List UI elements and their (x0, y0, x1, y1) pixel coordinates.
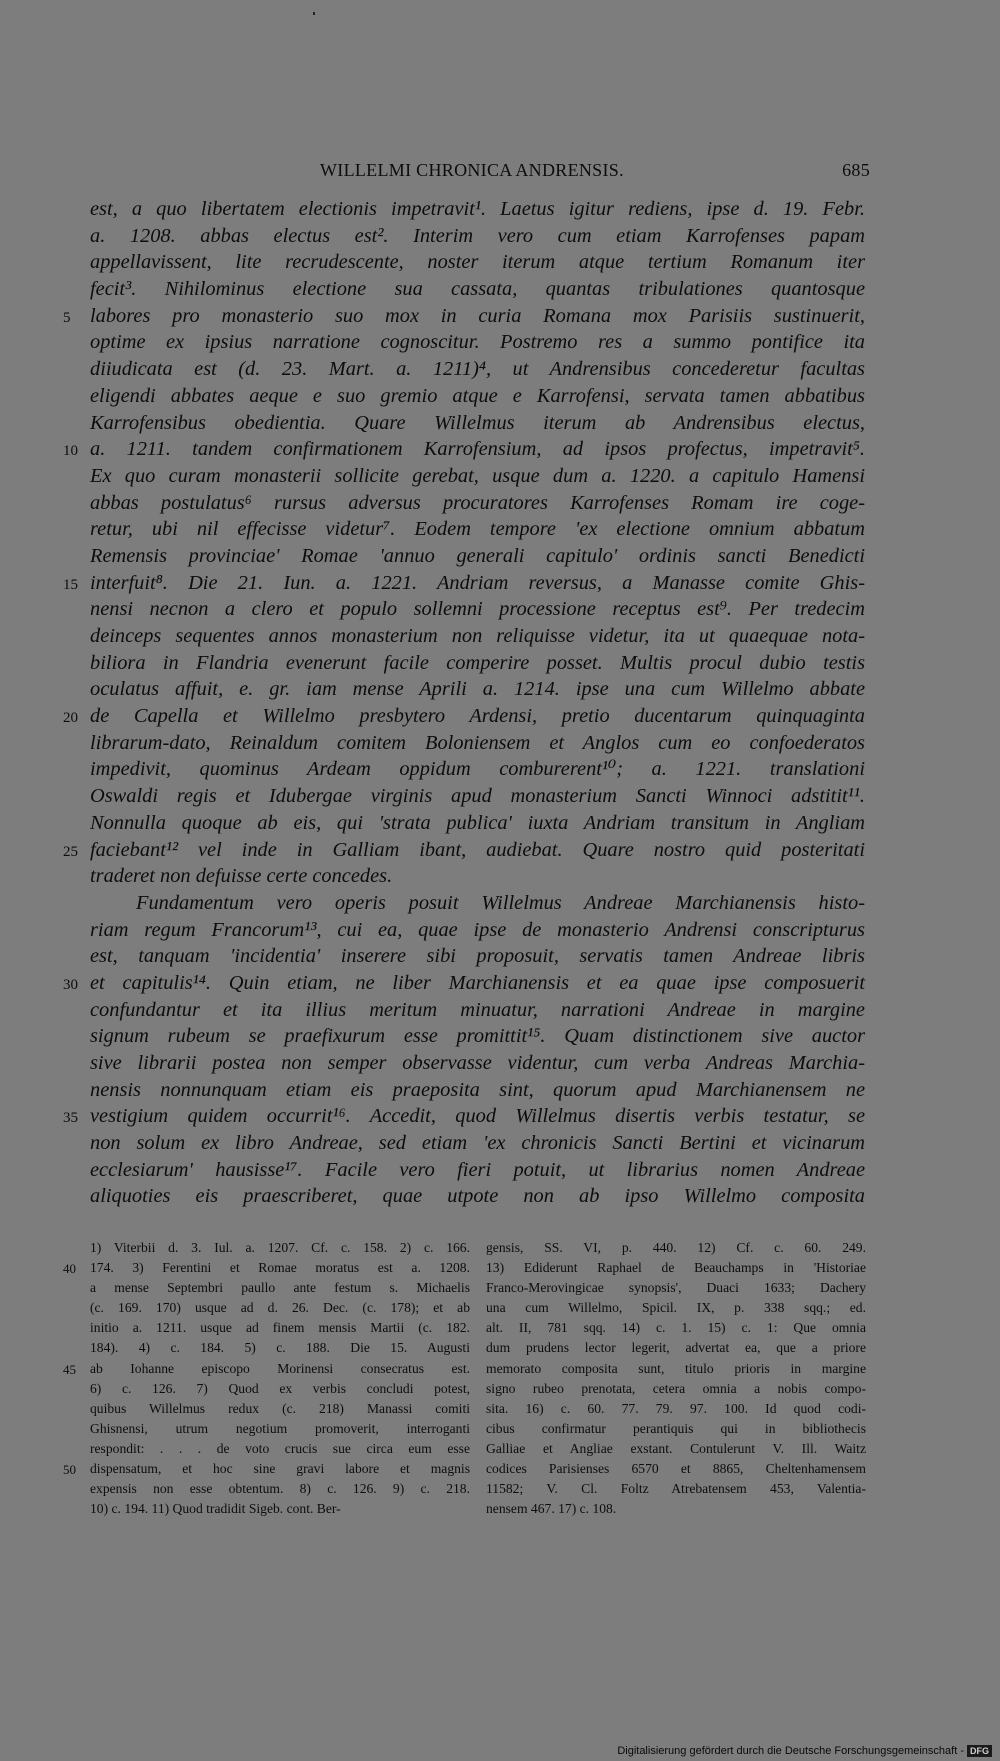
line-text: 6) c. 126. 7) Quod ex verbis concludi potest, (90, 1380, 470, 1396)
line-text: fecit³. Nihilominus electione sua cassata, quantas tribulationes quantosque (90, 278, 865, 301)
line-text: eligendi abbates aeque e suo gremio atque e Karrofensi, servata tamen abbatibus (90, 384, 865, 407)
line-text: Franco-Merovingicae synopsis', Duaci 1633; Dachery (486, 1280, 866, 1296)
text-line (90, 1023, 865, 1050)
line-text: 10) c. 194. 11) Quod tradidit Sigeb. cont. Ber- (90, 1501, 341, 1517)
digitization-credit (617, 1745, 992, 1757)
footnote-line (486, 1258, 866, 1278)
line-text: traderet non defuisse certe concedes. (90, 865, 393, 888)
line-text: nensem 467. 17) c. 108. (486, 1501, 617, 1517)
line-text: sita. 16) c. 60. 77. 79. 97. 100. Id quod codi- (486, 1400, 866, 1416)
footnote-line (90, 1278, 470, 1298)
line-text: a. 1208. abbas electus est². Interim vero cum etiam Karrofenses papam (90, 224, 865, 247)
footnote-line (90, 1399, 470, 1419)
line-text: 11582; V. Cl. Foltz Atrebatensem 453, Valentia- (486, 1481, 866, 1497)
text-line (63, 837, 865, 864)
line-text: labores pro monasterio suo mox in curia Romana mox Parisiis sustinuerit, (90, 304, 865, 327)
text-line (90, 410, 865, 437)
footnote-line (63, 1459, 470, 1479)
line-text: signo rubeo prenotata, cetera omnia a nobis compo- (486, 1380, 866, 1396)
line-number: 45 (63, 1361, 76, 1377)
footnotes-left-column (63, 1238, 470, 1519)
text-line (90, 490, 865, 517)
line-text: non solum ex libro Andreae, sed etiam 'ex chronicis Sancti Bertini et vicinarum (90, 1132, 865, 1155)
text-line (90, 1050, 865, 1077)
line-number: 20 (63, 710, 78, 727)
footnote-line (90, 1499, 470, 1519)
line-text: una cum Willelmo, Spicil. IX, p. 338 sqq.; ed. (486, 1300, 866, 1316)
line-text: retur, ubi nil effecisse videtur⁷. Eodem tempore 'ex electione omnium abbatum (90, 518, 865, 541)
line-text: librarum-dato, Reinaldum comitem Boloniensem et Anglos cum eo confoederatos (90, 731, 865, 754)
line-text: optime ex ipsius narratione cognoscitur. Postremo res a summo pontifice ita (90, 331, 865, 354)
line-text: interfuit⁸. Die 21. Iun. a. 1221. Andriam reversus, a Manasse comite Ghis- (90, 571, 865, 594)
line-text: Galliae et Angliae exstant. Contulerunt V. Ill. Waitz (486, 1440, 866, 1456)
text-line (90, 1157, 865, 1184)
footnote-line (486, 1278, 866, 1298)
footnote-line (90, 1338, 470, 1358)
text-line (90, 623, 865, 650)
line-text: riam regum Francorum¹³, cui ea, quae ipse de monasterio Andrensi conscripturus (90, 918, 865, 941)
line-number: 5 (63, 309, 71, 326)
line-text: cibus confirmatur perantiquis qui in bibliothecis (486, 1420, 866, 1436)
line-text: nensi necnon a clero et populo sollemni processione receptus est⁹. Per tredecim (90, 598, 865, 621)
text-line (90, 596, 865, 623)
running-title: WILLELMI CHRONICA ANDRENSIS. (320, 160, 624, 180)
footnote-line (90, 1238, 470, 1258)
line-text: a mense Septembri paullo ante festum s. Michaelis (90, 1280, 470, 1296)
line-text: Ex quo curam monasterii sollicite gerebat, usque dum a. 1220. a capitulo Hamensi (90, 464, 865, 487)
text-line (90, 463, 865, 490)
text-line (90, 383, 865, 410)
line-text: de Capella et Willelmo presbytero Ardensi, pretio ducentarum quinquaginta (90, 705, 865, 728)
line-number: 15 (63, 576, 78, 593)
text-line (90, 783, 865, 810)
line-text: impedivit, quominus Ardeam oppidum comburerent¹⁰; a. 1221. translationi (90, 758, 865, 781)
main-text (63, 196, 865, 1210)
text-line (90, 810, 865, 837)
text-line (90, 650, 865, 677)
text-line (90, 1077, 865, 1104)
footnote-line (90, 1379, 470, 1399)
line-number: 40 (63, 1261, 76, 1277)
text-line (63, 436, 865, 463)
footnote-line (90, 1318, 470, 1338)
line-text: initio a. 1211. usque ad finem mensis Martii (c. 182. (90, 1320, 470, 1336)
text-line (90, 863, 865, 890)
line-text: (c. 169. 170) usque ad d. 26. Dec. (c. 178); et ab (90, 1300, 470, 1316)
text-line (63, 1103, 865, 1130)
footnote-line (63, 1359, 470, 1379)
line-text: 184). 4) c. 184. 5) c. 188. Die 15. Augusti (90, 1340, 470, 1356)
text-line (90, 356, 865, 383)
text-line (90, 249, 865, 276)
running-header (90, 160, 870, 186)
footnote-line (90, 1419, 470, 1439)
text-line (90, 516, 865, 543)
line-text: sive librarii postea non semper observasse videntur, cum verba Andreas Marchia- (90, 1052, 865, 1074)
text-line (90, 1130, 865, 1157)
line-text: alt. II, 781 sqq. 14) c. 1. 15) c. 1: Que omnia (486, 1320, 866, 1336)
text-line (90, 730, 865, 757)
footnote-line (486, 1238, 866, 1258)
text-line (63, 303, 865, 330)
text-line (90, 1183, 865, 1210)
line-text: a. 1211. tandem confirmationem Karrofensium, ad ipsos profectus, impetravit⁵. (90, 438, 865, 461)
text-line (90, 223, 865, 250)
line-number: 50 (63, 1462, 76, 1478)
line-text: memorato composita sunt, titulo prioris in margine (486, 1360, 866, 1376)
line-text: confundantur et ita illius meritum minuatur, narrationi Andreae in margine (90, 998, 865, 1021)
line-text: Karrofensibus obedientia. Quare Willelmus iterum ab Andrensibus electus, (90, 411, 865, 434)
dfg-logo: DFG (967, 1745, 992, 1757)
footnote-line (486, 1419, 866, 1439)
text-line (90, 917, 865, 944)
line-text: gensis, SS. VI, p. 440. 12) Cf. c. 60. 249. (486, 1240, 866, 1255)
credit-text: Digitalisierung gefördert durch die Deutsche Forschungsgemeinschaft - (617, 1744, 964, 1757)
text-line (90, 756, 865, 783)
line-text: deinceps sequentes annos monasterium non reliquisse videtur, ita ut quaequae nota- (90, 625, 865, 647)
line-text: aliquoties eis praescriberet, quae utpote non ab ipso Willelmo composita (90, 1185, 865, 1208)
line-number: 35 (63, 1110, 78, 1127)
footnote-line (486, 1479, 866, 1499)
text-line (90, 943, 865, 970)
line-text: biliora in Flandria evenerunt facile comperire posset. Multis procul dubio testis (90, 651, 865, 674)
footnotes-right-column (486, 1238, 866, 1519)
line-text: dum prudens lector legerit, advertat ea, que a priore (486, 1340, 866, 1356)
line-text: nensis nonnunquam etiam eis praeposita sint, quorum apud Marchianensem ne (90, 1078, 865, 1101)
text-line (90, 676, 865, 703)
footnote-line (90, 1298, 470, 1318)
line-text: 13) Ediderunt Raphael de Beauchamps in 'Historiae (486, 1260, 866, 1276)
text-line (90, 329, 865, 356)
text-line (90, 997, 865, 1024)
footnote-line (486, 1499, 866, 1519)
footnote-line (486, 1439, 866, 1459)
footnote-line (486, 1459, 866, 1479)
line-text: vestigium quidem occurrit¹⁶. Accedit, quod Willelmus disertis verbis testatur, se (90, 1105, 865, 1128)
line-number: 25 (63, 843, 78, 860)
line-text: respondit: . . . de voto crucis sue circa eum esse (90, 1440, 470, 1456)
line-text: ab Iohanne episcopo Morinensi consecratus est. (90, 1360, 470, 1376)
footnote-line (90, 1439, 470, 1459)
line-text: Fundamentum vero operis posuit Willelmus Andreae Marchianensis histo- (136, 891, 865, 914)
line-text: et capitulis¹⁴. Quin etiam, ne liber Marchianensis et ea quae ipse composuerit (90, 971, 865, 994)
footnote-line (486, 1298, 866, 1318)
text-line (90, 196, 865, 223)
line-text: Remensis provinciae' Romae 'annuo generali capitulo' ordinis sancti Benedicti (90, 544, 865, 567)
footnote-line (486, 1338, 866, 1358)
line-text: signum rubeum se praefixurum esse promittit¹⁵. Quam distinctionem sive auctor (90, 1025, 865, 1048)
footnote-line (486, 1318, 866, 1338)
line-text: est, tanquam 'incidentia' inserere sibi proposuit, servatis tamen Andreae libris (90, 945, 865, 968)
line-text: Ghisnensi, utrum negotium promoverit, interroganti (90, 1420, 470, 1436)
page-number: 685 (842, 160, 870, 180)
line-text: faciebant¹² vel inde in Galliam ibant, audiebat. Quare nostro quid posteritati (90, 838, 865, 861)
scan-speck (313, 12, 315, 15)
line-text: Nonnulla quoque ab eis, qui 'strata publica' iuxta Andriam transitum in Angliam (90, 811, 865, 834)
line-number: 10 (63, 443, 78, 460)
line-text: dispensatum, et hoc sine gravi labore et magnis (90, 1461, 470, 1477)
line-text: appellavissent, lite recrudescente, noster iterum atque tertium Romanum iter (90, 251, 865, 274)
footnote-line (90, 1479, 470, 1499)
text-line (63, 570, 865, 597)
line-text: diiudicata est (d. 23. Mart. a. 1211)⁴, ut Andrensibus concederetur facultas (90, 358, 865, 381)
line-text: est, a quo libertatem electionis impetravit¹. Laetus igitur rediens, ipse d. 19. Febr. (90, 198, 865, 220)
footnote-line (486, 1399, 866, 1419)
line-text: 1) Viterbii d. 3. Iul. a. 1207. Cf. c. 158. 2) c. 166. (90, 1240, 470, 1255)
footnote-line (486, 1359, 866, 1379)
line-text: ecclesiarum' hausisse¹⁷. Facile vero fieri potuit, ut librarius nomen Andreae (90, 1158, 865, 1181)
text-line (90, 890, 865, 917)
text-line (90, 543, 865, 570)
line-text: oculatus affuit, e. gr. iam mense Aprili a. 1214. ipse una cum Willelmo abbate (90, 678, 865, 701)
line-number: 30 (63, 976, 78, 993)
text-line (90, 276, 865, 303)
text-line (63, 970, 865, 997)
line-text: codices Parisienses 6570 et 8865, Cheltenhamensem (486, 1461, 866, 1477)
footnote-line (63, 1258, 470, 1278)
text-line (63, 703, 865, 730)
line-text: expensis non esse obtentum. 8) c. 126. 9) c. 218. (90, 1481, 470, 1497)
footnote-line (486, 1379, 866, 1399)
line-text: 174. 3) Ferentini et Romae moratus est a. 1208. (90, 1260, 470, 1276)
line-text: quibus Willelmus redux (c. 218) Manassi comiti (90, 1400, 470, 1416)
line-text: Oswaldi regis et Idubergae virginis apud monasterium Sancti Winnoci adstitit¹¹. (90, 785, 865, 808)
line-text: abbas postulatus⁶ rursus adversus procuratores Karrofenses Romam ire coge- (90, 491, 865, 514)
